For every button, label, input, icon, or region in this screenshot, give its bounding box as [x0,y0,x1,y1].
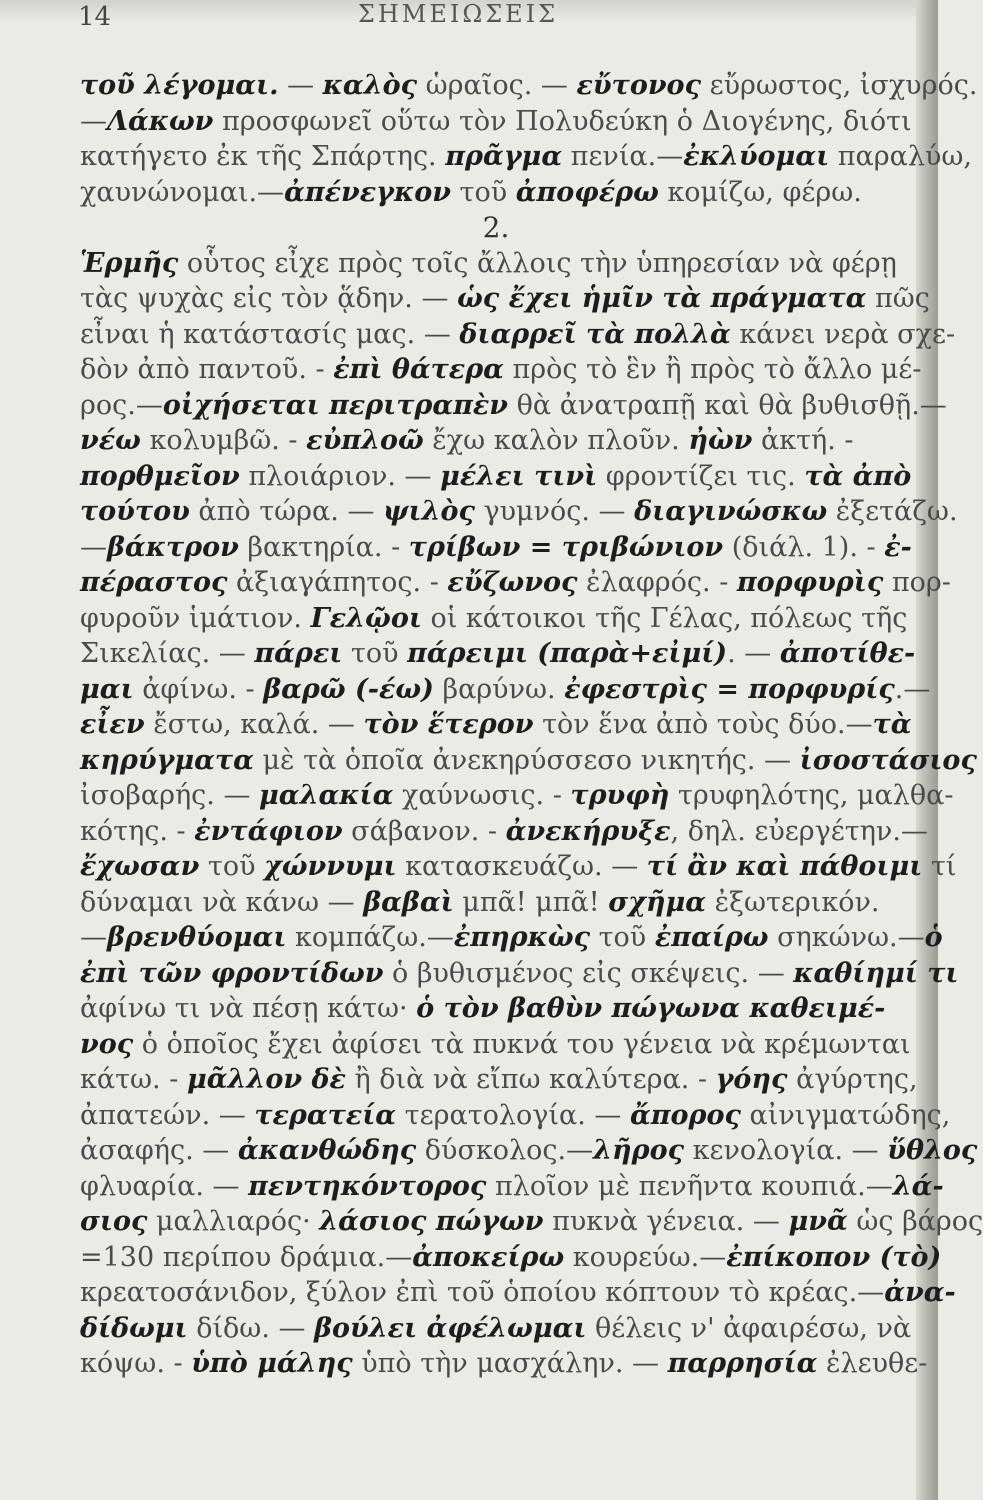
text-line [80,743,977,779]
gloss-text: ἐξετάζω. [827,496,958,527]
headword: Γελῷοι [310,602,422,634]
headword: βαρῶ (-έω) [263,673,434,705]
text-line [80,1133,978,1169]
headword: Ἑρμῆς [80,247,179,279]
headword: ἐπὶ θάτερα [333,354,504,385]
gloss-text: χαυνώνομαι.— [80,176,285,208]
gloss-text: δίδω. — [187,1312,315,1344]
gloss-text: κομπάζω.— [286,922,454,953]
headword: μνᾶ [788,1206,848,1237]
gloss-text: ὡραῖος. — [417,70,577,101]
gloss-text: δὸν ἀπὸ παντοῦ. - [80,354,334,385]
headword: εὔζωνος [447,567,578,598]
gloss-text: σάβανον. - [342,815,506,847]
gloss-text: κενολογία. — [684,1135,888,1166]
headword: ὁ [924,922,943,953]
headword: ἐπὶ τῶν φροντίδων [80,957,384,989]
gloss-text: ἀσαφής. — [80,1135,238,1166]
text-line [80,1204,983,1240]
text-line [80,530,912,566]
headword: νέω [80,425,141,456]
headword: ἀπένεγκον [284,176,451,208]
text-line [80,885,912,921]
headword: λάσιος πώγων [319,1206,544,1237]
text-line [80,1169,944,1205]
text-line [80,672,931,708]
text-line [80,991,912,1027]
gloss-text: .— [894,673,931,705]
headword: μαλακία [259,780,394,811]
headword: ἐπηρκὼς [453,922,591,953]
gloss-text: ὁ βυθισμένος εἰς σκέψεις. — [383,957,794,989]
gloss-text: ἔστω, καλά. — [144,709,364,740]
headword: ὡς ἔχει ἡμῖν τὰ πράγματα [457,283,867,314]
gloss-text: κουρεύω.— [564,1241,727,1273]
gloss-text: κάτω. - [80,1064,187,1095]
text-line [80,352,922,388]
gloss-text: τοῦ [199,851,265,882]
headword: δίδωμι [80,1312,188,1344]
headword: πάρει [254,638,343,669]
text-line [80,317,956,353]
headword: διαγινώσκω [634,496,828,527]
text-line [80,459,912,495]
gloss-text: κότης. - [80,815,195,847]
gloss-text: σηκώνω.— [768,922,925,953]
headword: βάκτρον [107,531,239,563]
gloss-text: τοῦ [590,922,655,953]
text-line [80,1062,918,1098]
gloss-text: δύσκολος.— [416,1135,594,1166]
headword: τὰ [872,709,912,740]
headword: διαρρεῖ τὰ πολλὰ [459,318,731,350]
running-title: ΣΗΜΕΙΩΣΕΙΣ [357,0,559,28]
text-line [80,636,916,672]
gloss-text: ὑπὸ τὴν μασχάλην. — [352,1348,668,1379]
gloss-text: εἶναι ἡ κατάστασίς μας. — [80,318,460,350]
gloss-text: ἀφίνω. - [133,673,264,705]
gloss-text: — [278,70,323,101]
gloss-text: πορ- [883,567,951,598]
gloss-text: ὡς βάρος [847,1206,983,1237]
gloss-text: ἰσοβαρής. — [80,780,260,811]
headword: ὑπὸ μάλης [191,1348,353,1379]
notes-section-1 [80,68,978,210]
gloss-text: βαρύνω. [433,673,565,705]
headword: πρᾶγμα [445,141,563,172]
gloss-text: αἰνιγματώδης, [740,1099,951,1131]
gloss-text: ἀπατεών. — [80,1099,255,1131]
gloss-text: φλυαρία. — [80,1170,249,1202]
gloss-text: κατήγετο ἐκ τῆς Σπάρτης. [80,141,446,172]
headword: παρρησία [667,1348,818,1379]
gloss-text: γυμνός. — [474,496,635,527]
headword: χώννυμι [264,851,397,882]
headword: καλὸς [322,70,418,101]
gloss-text: κρεατοσάνιδον, ξύλον ἐπὶ τοῦ ὁποίου κόπτουν τὸ κρέας.— [80,1277,885,1308]
headword: ψιλὸς [383,496,475,527]
headword: τὸν ἕτερον [363,709,534,740]
gloss-text: . — [727,638,780,669]
headword: ἐ- [884,531,912,563]
gloss-text: ὁ ὁποῖος ἔχει ἀφίσει τὰ πυκνά του γένεια νὰ κρέμωνται [133,1028,911,1060]
headword: ἰσοστάσιος [799,744,977,776]
headword: πάρειμι (παρὰ+εἰμί) [407,638,728,669]
headword: ἐπαίρω [654,922,769,953]
headword: τρίβων = τριβώνιον [408,531,724,563]
headword: ἐντάφιον [194,815,343,847]
gloss-text: κάνει νερὰ σχε- [730,318,956,350]
gloss-text: πρὸς τὸ ἓν ἢ πρὸς τὸ ἄλλο μέ- [503,354,922,385]
text-line [80,246,912,282]
gloss-text: τερατολογία. — [396,1099,630,1131]
text-line [80,1311,912,1347]
headword: εἶεν [80,709,145,740]
headword: εὔτονος [576,70,702,101]
headword: λά- [892,1170,944,1202]
gloss-text: ἀξιαγάπητος. - [227,567,448,598]
text-line [80,494,958,530]
page-number: 14 [78,2,112,32]
headword: βούλει ἀφέλωμαι [314,1312,587,1344]
headword: τί ἂν καὶ πάθοιμι [646,851,923,882]
headword: πεντηκόντορος [248,1170,487,1202]
gloss-text: μπᾶ! μπᾶ! [453,886,609,918]
headword: γόης [715,1064,788,1095]
headword: ἀνεκήρυξε [505,815,671,847]
headword: ἀνα- [884,1277,956,1308]
headword: νος [80,1028,134,1060]
gloss-text: ἀπὸ τώρα. — [189,496,384,527]
headword: τοῦ λέγομαι. [80,70,279,101]
gloss-text: παραλύω, [829,141,972,172]
gloss-text: ἐλευθε- [817,1348,928,1379]
headword: πορθμεῖον [80,460,240,492]
text-line [80,1275,956,1311]
gloss-text: εὔρωστος, ἰσχυρός. [701,70,978,101]
gloss-text: ἔχω καλὸν πλοῦν. [423,425,689,456]
notes-section-2 [80,246,983,1382]
headword: λῆρος [593,1135,685,1166]
gloss-text: κόψω. - [80,1348,192,1379]
headword: ἐκλύομαι [683,141,830,172]
headword: σχῆμα [608,886,707,918]
text-line [80,601,912,637]
headword: ἀποτίθε- [779,638,916,669]
gloss-text: ἀφίνω τι νὰ πέσῃ κάτω· [80,993,417,1024]
headword: μέλει τινὶ [440,460,598,492]
headword: ἠὼν [688,425,753,456]
headword: πέραστος [80,567,228,598]
text-line [80,1098,951,1134]
gloss-text: προσφωνεῖ οὕτω τὸν Πολυδεύκη ὁ Διογένης, διότι [213,105,912,137]
gloss-text: τί [922,851,957,882]
headword: μαι [80,673,134,705]
headword: ἄπορος [629,1099,741,1131]
gloss-text: θέλεις ν' ἀφαιρέσω, νὰ [586,1312,912,1344]
headword: οἰχήσεται περιτραπὲν [162,389,509,421]
gloss-text: χαύνωσις. - [393,780,571,811]
text-line [80,707,912,743]
gloss-text: δύναμαι νὰ κάνω — [80,886,364,918]
text-line [80,175,912,211]
gloss-text: τὸν ἕνα ἀπὸ τοὺς δύο.— [533,709,873,740]
gloss-text: μαλλιαρός· [147,1206,320,1237]
headword: καθίημί τι [793,957,959,989]
headword: ἔχωσαν [80,851,200,882]
headword: σιος [80,1206,148,1237]
gloss-text: (διάλ. 1). - [723,531,885,563]
gloss-text: μὲ τὰ ὁποῖα ἀνεκηρύσσεσο νικητής. — [253,744,800,776]
text-line [80,281,930,317]
headword: ἐπίκοπον (τὸ) [726,1241,942,1273]
text-line [80,814,928,850]
headword: ἀκανθώδης [237,1135,417,1166]
gloss-text: — [80,531,107,563]
section-heading: 2. [482,211,510,244]
headword: κηρύγματα [80,744,254,776]
headword: πορφυρὶς [736,567,884,598]
gloss-text: βακτηρία. - [238,531,409,563]
text-line [80,956,959,992]
notes-text-block [80,68,983,1382]
headword: εὐπλοῶ [306,425,424,456]
headword: ὕθλος [887,1135,978,1166]
text-line [80,139,972,175]
gloss-text: ἀκτή. - [752,425,854,456]
gloss-text: τοῦ [450,176,516,208]
text-line [80,920,943,956]
gloss-text: , δηλ. εὐεργέτην.— [670,815,928,847]
text-line [80,388,947,424]
headword: τούτου [80,496,190,527]
gloss-text: κατασκευάζω. — [396,851,647,882]
gloss-text: τὰς ψυχὰς εἰς τὸν ᾅδην. — [80,283,458,314]
gloss-text: οὗτος εἶχε πρὸς τοῖς ἄλλοις τὴν ὑπηρεσίαν νὰ φέρῃ [178,247,897,279]
gloss-text: — [80,105,107,137]
headword: τὰ ἀπὸ [804,460,912,492]
gloss-text: =130 περίπου δράμια.— [80,1241,413,1273]
headword: μᾶλλον δὲ [186,1064,346,1095]
gloss-text: πυκνὰ γένεια. — [543,1206,789,1237]
gloss-text: τοῦ [342,638,408,669]
gloss-text: οἱ κάτοικοι τῆς Γέλας, πόλεως τῆς [421,602,908,634]
text-line [80,104,912,140]
gloss-text: ἀγύρτης, [787,1064,918,1095]
gloss-text: φυροῦν ἱμάτιον. [80,602,311,634]
gloss-text: κομίζω, φέρω. [658,176,862,208]
headword: ὁ τὸν βαθὺν πώγωνα καθειμέ- [416,993,886,1024]
gloss-text: ἢ διὰ νὰ εἴπω καλύτερα. - [345,1064,716,1095]
text-line [80,423,912,459]
headword: τερατεία [254,1099,397,1131]
gloss-text: ἐλαφρός. - [577,567,737,598]
gloss-text: πλοιάριον. — [239,460,441,492]
gloss-text: ἐξωτερικόν. [706,886,880,918]
gloss-text: — [80,922,107,953]
gloss-text: πενία.— [562,141,684,172]
headword: ἀποκείρω [412,1241,565,1273]
headword: βαβαὶ [363,886,454,918]
text-line [80,778,954,814]
headword: τρυφὴ [570,780,670,811]
headword: ἐφεστρὶς = πορφυρίς [564,673,895,705]
gloss-text: θὰ ἀνατραπῇ καὶ θὰ βυθισθῇ.— [508,389,947,421]
text-line [80,68,978,104]
text-line [80,1240,942,1276]
gloss-text: πῶς [866,283,930,314]
gloss-text: τρυφηλότης, μαλθα- [669,780,954,811]
text-line [80,1346,928,1382]
gloss-text: πλοῖον μὲ πενῆντα κουπιά.— [486,1170,893,1202]
text-line [80,849,957,885]
text-line [80,1027,912,1063]
headword: βρενθύομαι [107,922,287,953]
gloss-text: ρος.— [80,389,163,421]
gloss-text: κολυμβῶ. - [140,425,307,456]
headword: Λάκων [107,105,214,137]
headword: ἀποφέρω [515,176,659,208]
gloss-text: Σικελίας. — [80,638,255,669]
text-line [80,565,951,601]
gloss-text: φροντίζει τις. [597,460,805,492]
